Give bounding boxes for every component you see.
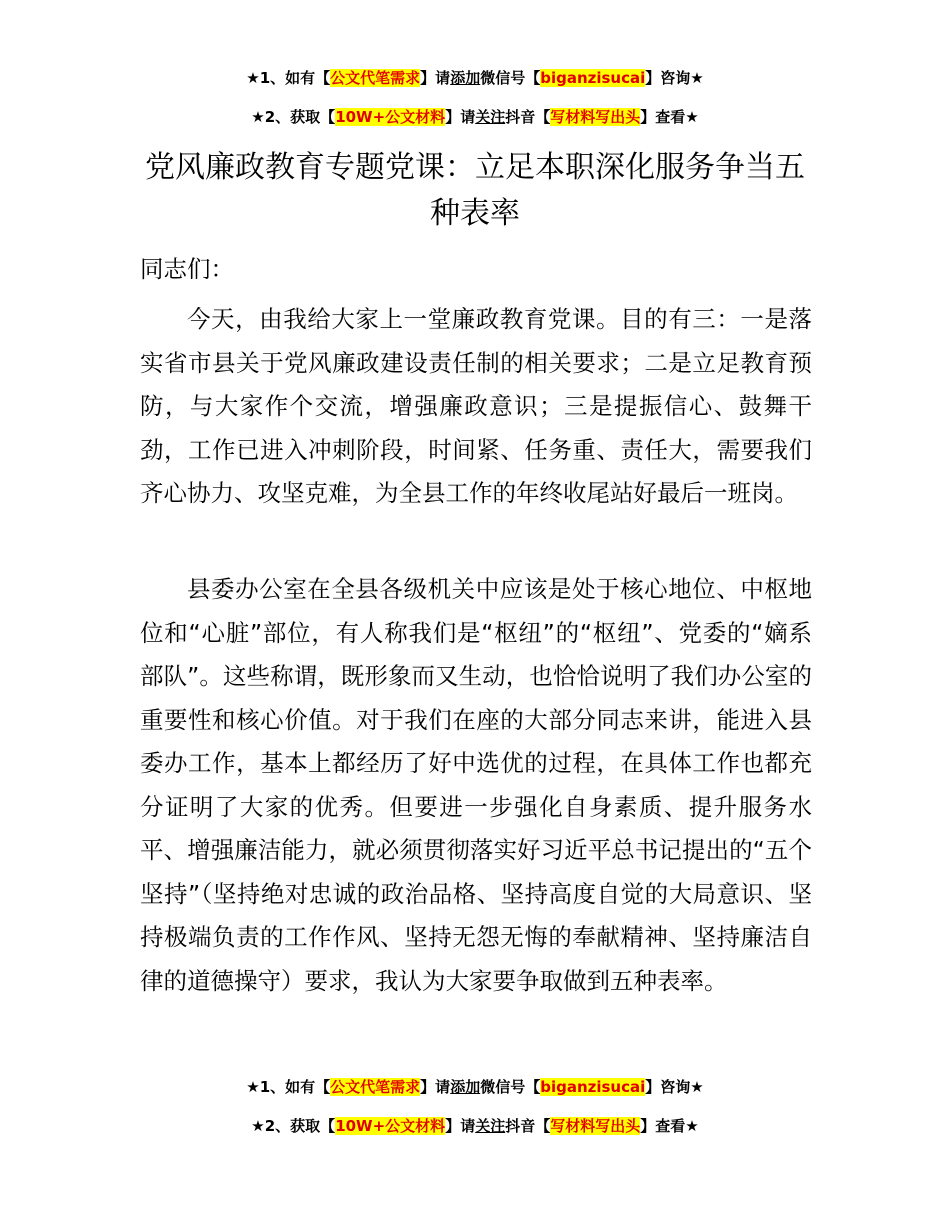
banner-text: 】咨询★ — [645, 1078, 704, 1096]
banner-highlight-ghostwriting: 公文代笔需求 — [330, 1078, 421, 1096]
banner-text: 抖音【 — [505, 1117, 551, 1135]
banner-underlined-add: 添加 — [450, 69, 481, 87]
banner-underlined-follow: 关注 — [475, 1117, 506, 1135]
banner-text: ★2、获取【 — [251, 108, 336, 126]
banner-text: 】请 — [445, 1117, 476, 1135]
bottom-banner-line-1 — [0, 1076, 950, 1098]
banner-text: ★1、如有【 — [246, 69, 331, 87]
banner-highlight-ghostwriting: 公文代笔需求 — [330, 69, 421, 87]
salutation: 同志们： — [140, 255, 234, 283]
paragraph-1: 今天，由我给大家上一堂廉政教育党课。目的有三：一是落实省市县关于党风廉政建设责任制的相关要求；二是立足教育预防，与大家作个交流，增强廉政意识；三是提振信心、鼓舞干劲，工作已进入冲刺阶段，时间紧、任务重、责任大，需要我们齐心协力、攻坚克难，为全县工作的年终收尾站好最后一班岗。 — [140, 305, 812, 507]
banner-text: 微信号【 — [480, 69, 541, 87]
banner-highlight-materials: 10W+公文材料 — [335, 1117, 446, 1135]
banner-text: 】查看★ — [640, 1117, 699, 1135]
banner-text: 微信号【 — [480, 1078, 541, 1096]
document-title: 党风廉政教育专题党课：立足本职深化服务争当五种表率 — [145, 150, 805, 231]
banner-text: 】查看★ — [640, 108, 699, 126]
paragraph-2: 县委办公室在全县各级机关中应该是处于核心地位、中枢地位和“心脏”部位，有人称我们是“枢纽”的“枢纽”、党委的“嫡系部队”。这些称谓，既形象而又生动，也恰恰说明了我们办公室的重要性和核心价值。对于我们在座的大部分同志来讲，能进入县委办工作，基本上都经历了好中选优的过程，在具体工作也都充分证明了大家的优秀。但要进一步强化自身素质、提升服务水平、增强廉洁能力，就必须贯彻落实好习近平总书记提出的“五个坚持”（坚持绝对忠诚的政治品格、坚持高度自觉的大局意识、坚持极端负责的工作作风、坚持无怨无悔的奉献精神、坚持廉洁自律的道德操守）要求，我认为大家要争取做到五种表率。 — [140, 575, 812, 995]
banner-text: 】咨询★ — [645, 69, 704, 87]
banner-highlight-douyin-account: 写材料写出头 — [550, 108, 641, 126]
banner-text: ★2、获取【 — [251, 1117, 336, 1135]
top-banner-line-1 — [0, 67, 950, 89]
banner-highlight-douyin-account: 写材料写出头 — [550, 1117, 641, 1135]
banner-highlight-wechat-id: biganzisucai — [540, 69, 646, 87]
banner-underlined-add: 添加 — [450, 1078, 481, 1096]
banner-underlined-follow: 关注 — [475, 108, 506, 126]
banner-text: ★1、如有【 — [246, 1078, 331, 1096]
banner-text: 】请 — [420, 69, 451, 87]
bottom-banner-line-2 — [0, 1115, 950, 1137]
banner-highlight-wechat-id: biganzisucai — [540, 1078, 646, 1096]
banner-text: 抖音【 — [505, 108, 551, 126]
banner-text: 】请 — [420, 1078, 451, 1096]
banner-text: 】请 — [445, 108, 476, 126]
top-banner-line-2 — [0, 106, 950, 128]
banner-highlight-materials: 10W+公文材料 — [335, 108, 446, 126]
